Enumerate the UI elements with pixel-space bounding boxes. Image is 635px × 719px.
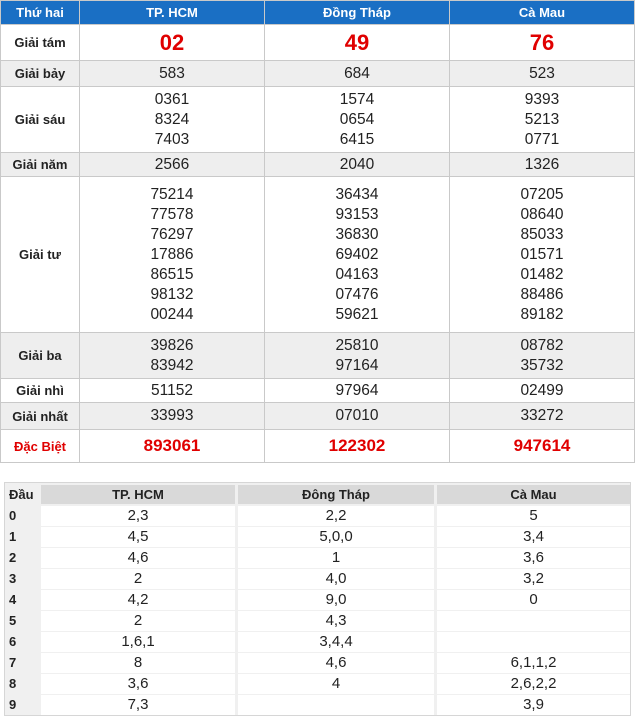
prize-row-dac-biet <box>1 430 635 463</box>
prize-number: 97964 <box>335 381 379 399</box>
head-digit: 0 <box>9 508 17 523</box>
head-digit: 1 <box>9 529 17 544</box>
prize-number: 49 <box>344 29 370 55</box>
prize-number: 93153 <box>335 205 379 223</box>
tail-digits: 1 <box>238 548 434 568</box>
prize-cell-ca-mau <box>450 153 635 177</box>
prize-number: 97164 <box>335 356 379 374</box>
prize-number: 35732 <box>520 356 564 374</box>
prize-row-giai-nam <box>1 153 635 177</box>
prize-number: 77578 <box>150 205 194 223</box>
tail-digits: 6,1,1,2 <box>437 653 630 673</box>
results-header-row <box>1 1 635 25</box>
tail-digits: 3,4 <box>437 527 630 547</box>
prize-label: Giải nhì <box>1 379 80 403</box>
prize-label: Giải năm <box>1 153 80 177</box>
prize-row-giai-bay <box>1 61 635 87</box>
prize-number: 0654 <box>339 110 375 128</box>
prize-number: 122302 <box>328 436 386 455</box>
prize-number: 39826 <box>150 336 194 354</box>
tail-digits: 3,9 <box>437 695 630 715</box>
prize-number: 59621 <box>335 305 379 323</box>
prize-number: 02 <box>159 29 185 55</box>
prize-label: Giải sáu <box>1 87 80 153</box>
prize-cell-hcm <box>80 333 265 379</box>
prize-number: 684 <box>344 64 370 82</box>
prize-label: Đặc Biệt <box>1 430 80 463</box>
prize-number: 07205 <box>520 185 564 203</box>
head-digit: 3 <box>9 571 17 586</box>
province-header-hcm: TP. HCM <box>80 1 265 25</box>
prize-number: 89182 <box>520 305 564 323</box>
prize-cell-dong-thap <box>265 61 450 87</box>
prize-number: 2566 <box>154 155 190 173</box>
prize-number: 0361 <box>154 90 190 108</box>
prize-row-giai-nhi <box>1 379 635 403</box>
prize-label: Giải bảy <box>1 61 80 87</box>
prize-cell-dong-thap <box>265 25 450 61</box>
prize-number: 583 <box>159 64 185 82</box>
prize-number: 523 <box>529 64 555 82</box>
prize-cell-hcm <box>80 153 265 177</box>
prize-number: 01571 <box>520 245 564 263</box>
prize-cell-hcm <box>80 430 265 463</box>
prize-number: 947614 <box>513 436 571 455</box>
prize-cell-dong-thap <box>265 333 450 379</box>
prize-number: 17886 <box>150 245 194 263</box>
tail-digits: 4 <box>238 674 434 694</box>
tail-digits: 2 <box>41 569 235 589</box>
prize-cell-ca-mau <box>450 333 635 379</box>
prize-cell-hcm <box>80 61 265 87</box>
prize-number: 9393 <box>524 90 560 108</box>
province-header-dong-thap: Đồng Tháp <box>265 1 450 25</box>
prize-label: Giải nhất <box>1 403 80 430</box>
prize-number: 85033 <box>520 225 564 243</box>
prize-cell-dong-thap <box>265 430 450 463</box>
tail-digits: 4,2 <box>41 590 235 610</box>
prize-label: Giải tư <box>1 177 80 333</box>
head-digit: 2 <box>9 550 17 565</box>
prize-cell-ca-mau <box>450 379 635 403</box>
tail-digits: 3,6 <box>437 548 630 568</box>
prize-number: 5213 <box>524 110 560 128</box>
prize-number: 76 <box>529 29 555 55</box>
heads-header: Cà Mau <box>437 485 630 504</box>
tail-digits: 2,2 <box>238 506 434 526</box>
prize-cell-ca-mau <box>450 430 635 463</box>
prize-number: 00244 <box>150 305 194 323</box>
prize-row-giai-tam <box>1 25 635 61</box>
tail-digits: 4,6 <box>238 653 434 673</box>
heads-column-ca-mau <box>437 483 630 715</box>
tail-digits: 1,6,1 <box>41 632 235 652</box>
prize-cell-ca-mau <box>450 87 635 153</box>
prize-cell-dong-thap <box>265 87 450 153</box>
prize-number: 1326 <box>524 155 560 173</box>
heads-table <box>4 482 631 716</box>
prize-cell-hcm <box>80 25 265 61</box>
prize-number: 08640 <box>520 205 564 223</box>
prize-cell-ca-mau <box>450 61 635 87</box>
head-digit: 7 <box>9 655 17 670</box>
prize-number: 33272 <box>520 407 564 424</box>
prize-number: 25810 <box>335 336 379 354</box>
heads-column-dong-thap <box>238 483 434 715</box>
heads-header: Đầu <box>9 487 34 502</box>
heads-column-hcm <box>41 483 235 715</box>
tail-digits <box>437 632 630 652</box>
prize-number: 02499 <box>520 381 564 399</box>
tail-digits: 2 <box>41 611 235 631</box>
prize-cell-ca-mau <box>450 403 635 430</box>
prize-number: 893061 <box>143 436 201 455</box>
tail-digits: 5,0,0 <box>238 527 434 547</box>
prize-number: 69402 <box>335 245 379 263</box>
tail-digits: 7,3 <box>41 695 235 715</box>
head-digit: 8 <box>9 676 17 691</box>
prize-cell-hcm <box>80 87 265 153</box>
prize-number: 1574 <box>339 90 375 108</box>
prize-number: 04163 <box>335 265 379 283</box>
prize-cell-dong-thap <box>265 403 450 430</box>
prize-row-giai-tu <box>1 177 635 333</box>
tail-digits: 2,3 <box>41 506 235 526</box>
prize-number: 98132 <box>150 285 194 303</box>
tail-digits <box>437 611 630 631</box>
prize-label: Giải ba <box>1 333 80 379</box>
prize-number: 88486 <box>520 285 564 303</box>
province-header-ca-mau: Cà Mau <box>450 1 635 25</box>
prize-cell-hcm <box>80 379 265 403</box>
prize-number: 36434 <box>335 185 379 203</box>
prize-number: 2040 <box>339 155 375 173</box>
tail-digits: 4,5 <box>41 527 235 547</box>
tail-digits: 3,2 <box>437 569 630 589</box>
day-header: Thứ hai <box>1 1 80 25</box>
head-digit: 5 <box>9 613 17 628</box>
prize-number: 6415 <box>339 130 375 148</box>
tail-digits: 4,6 <box>41 548 235 568</box>
tail-digits: 9,0 <box>238 590 434 610</box>
prize-number: 0771 <box>524 130 560 148</box>
prize-cell-hcm <box>80 403 265 430</box>
head-digit: 4 <box>9 592 17 607</box>
prize-number: 51152 <box>151 381 193 399</box>
prize-cell-ca-mau <box>450 25 635 61</box>
prize-cell-hcm <box>80 177 265 333</box>
tail-digits: 8 <box>41 653 235 673</box>
prize-cell-dong-thap <box>265 153 450 177</box>
prize-label: Giải tám <box>1 25 80 61</box>
prize-number: 07010 <box>335 407 379 424</box>
prize-number: 86515 <box>150 265 194 283</box>
prize-number: 75214 <box>150 185 194 203</box>
prize-cell-ca-mau <box>450 177 635 333</box>
tail-digits <box>238 695 434 715</box>
heads-header: Đông Tháp <box>238 485 434 504</box>
prize-number: 07476 <box>335 285 379 303</box>
prize-number: 8324 <box>154 110 190 128</box>
prize-cell-dong-thap <box>265 177 450 333</box>
prize-cell-dong-thap <box>265 379 450 403</box>
prize-number: 33993 <box>150 407 194 424</box>
head-digit: 9 <box>9 697 17 712</box>
prize-number: 76297 <box>150 225 194 243</box>
prize-number: 83942 <box>150 356 194 374</box>
tail-digits: 0 <box>437 590 630 610</box>
tail-digits: 4,3 <box>238 611 434 631</box>
tail-digits: 5 <box>437 506 630 526</box>
heads-header: TP. HCM <box>41 485 235 504</box>
tail-digits: 2,6,2,2 <box>437 674 630 694</box>
dau-column <box>5 483 39 715</box>
head-digit: 6 <box>9 634 17 649</box>
prize-number: 08782 <box>520 336 564 354</box>
tail-digits: 4,0 <box>238 569 434 589</box>
prize-number: 01482 <box>520 265 564 283</box>
prize-row-giai-ba <box>1 333 635 379</box>
prize-row-giai-nhat <box>1 403 635 430</box>
prize-number: 7403 <box>154 130 190 148</box>
tail-digits: 3,4,4 <box>238 632 434 652</box>
tail-digits: 3,6 <box>41 674 235 694</box>
prize-number: 36830 <box>335 225 379 243</box>
prize-row-giai-sau <box>1 87 635 153</box>
